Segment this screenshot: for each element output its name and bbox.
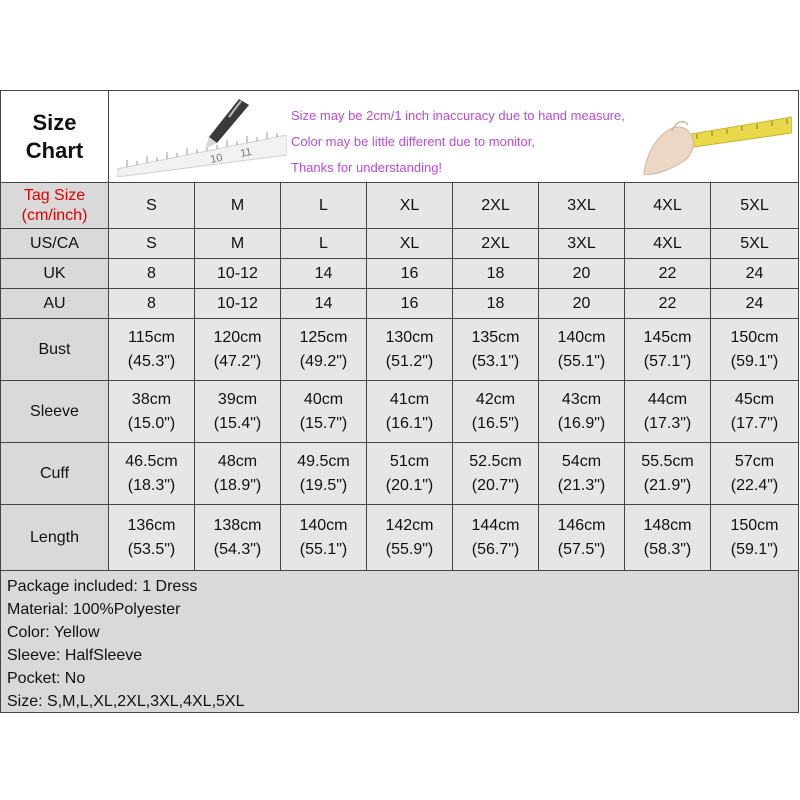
us-ca-row bbox=[1, 229, 799, 259]
info-package: Package included: 1 Dress bbox=[7, 578, 198, 595]
sleeve-cm: 45cm bbox=[734, 390, 775, 408]
tag-size-4xl: 4XL bbox=[625, 183, 711, 229]
us-ca-cell: S bbox=[109, 229, 195, 259]
length-inch: (55.9") bbox=[385, 540, 434, 558]
cuff-cell bbox=[625, 443, 711, 505]
sleeve-cell bbox=[539, 381, 625, 443]
au-cell: 8 bbox=[109, 289, 195, 319]
ruler-number-11: 11 bbox=[239, 145, 253, 160]
sleeve-cm: 41cm bbox=[389, 390, 430, 408]
tag-size-label-line2: (cm/inch) bbox=[21, 206, 88, 224]
length-cell bbox=[281, 505, 367, 571]
uk-row bbox=[1, 259, 799, 289]
row-label-us-ca: US/CA bbox=[1, 229, 109, 259]
bust-inch: (47.2") bbox=[213, 352, 262, 370]
tag-size-label bbox=[1, 183, 109, 229]
bust-cm: 140cm bbox=[557, 328, 606, 346]
sleeve-cm: 39cm bbox=[217, 390, 258, 408]
cuff-inch: (19.5") bbox=[299, 476, 348, 494]
us-ca-cell: 3XL bbox=[539, 229, 625, 259]
tag-size-xl: XL bbox=[367, 183, 453, 229]
row-label-au: AU bbox=[1, 289, 109, 319]
length-row bbox=[1, 505, 799, 571]
uk-cell: 8 bbox=[109, 259, 195, 289]
au-cell: 18 bbox=[453, 289, 539, 319]
hand-holding-measuring-tape-illustration bbox=[642, 99, 792, 175]
sleeve-inch: (16.9") bbox=[557, 414, 606, 432]
sleeve-cell bbox=[195, 381, 281, 443]
length-cm: 148cm bbox=[643, 516, 692, 534]
us-ca-cell: 5XL bbox=[711, 229, 799, 259]
length-cell bbox=[711, 505, 799, 571]
uk-cell: 20 bbox=[539, 259, 625, 289]
cuff-row bbox=[1, 443, 799, 505]
row-label-sleeve: Sleeve bbox=[1, 381, 109, 443]
sleeve-inch: (15.4") bbox=[213, 414, 262, 432]
row-label-uk: UK bbox=[1, 259, 109, 289]
size-chart-table bbox=[0, 90, 799, 713]
uk-cell: 18 bbox=[453, 259, 539, 289]
ruler-number-10: 10 bbox=[209, 151, 224, 166]
length-inch: (58.3") bbox=[643, 540, 692, 558]
sleeve-cm: 42cm bbox=[475, 390, 516, 408]
length-cell bbox=[453, 505, 539, 571]
info-material: Material: 100%Polyester bbox=[7, 601, 181, 618]
bust-inch: (55.1") bbox=[557, 352, 606, 370]
row-label-bust: Bust bbox=[1, 319, 109, 381]
length-cell bbox=[109, 505, 195, 571]
bust-cell bbox=[539, 319, 625, 381]
sleeve-cm: 44cm bbox=[647, 390, 688, 408]
bust-cell bbox=[625, 319, 711, 381]
uk-cell: 14 bbox=[281, 259, 367, 289]
bust-inch: (51.2") bbox=[385, 352, 434, 370]
cuff-inch: (20.1") bbox=[385, 476, 434, 494]
sleeve-inch: (16.1") bbox=[385, 414, 434, 432]
bust-cell bbox=[281, 319, 367, 381]
length-cell bbox=[195, 505, 281, 571]
bust-cell bbox=[195, 319, 281, 381]
length-cm: 140cm bbox=[299, 516, 348, 534]
length-inch: (56.7") bbox=[471, 540, 520, 558]
info-color: Color: Yellow bbox=[7, 624, 100, 641]
sleeve-cm: 43cm bbox=[561, 390, 602, 408]
tag-size-row bbox=[1, 183, 799, 229]
note-line-1: Size may be 2cm/1 inch inaccuracy due to hand measure, bbox=[291, 108, 625, 123]
bust-cm: 125cm bbox=[299, 328, 348, 346]
sleeve-inch: (16.5") bbox=[471, 414, 520, 432]
uk-cell: 10-12 bbox=[195, 259, 281, 289]
bust-row bbox=[1, 319, 799, 381]
bust-inch: (45.3") bbox=[127, 352, 176, 370]
length-cm: 150cm bbox=[730, 516, 779, 534]
bust-inch: (53.1") bbox=[471, 352, 520, 370]
sleeve-cell bbox=[453, 381, 539, 443]
tag-size-l: L bbox=[281, 183, 367, 229]
cuff-cm: 48cm bbox=[217, 452, 258, 470]
sleeve-inch: (15.0") bbox=[127, 414, 176, 432]
length-cell bbox=[539, 505, 625, 571]
length-cm: 142cm bbox=[385, 516, 434, 534]
cuff-cm: 57cm bbox=[734, 452, 775, 470]
measurement-notice-banner bbox=[109, 91, 799, 183]
length-inch: (54.3") bbox=[213, 540, 262, 558]
cuff-cm: 55.5cm bbox=[641, 452, 694, 470]
cuff-inch: (21.9") bbox=[643, 476, 692, 494]
sleeve-cm: 38cm bbox=[131, 390, 172, 408]
tag-size-3xl: 3XL bbox=[539, 183, 625, 229]
us-ca-cell: XL bbox=[367, 229, 453, 259]
row-label-length: Length bbox=[1, 505, 109, 571]
bust-cell bbox=[367, 319, 453, 381]
cuff-cm: 52.5cm bbox=[469, 452, 522, 470]
product-info-block bbox=[1, 571, 799, 713]
cuff-inch: (20.7") bbox=[471, 476, 520, 494]
note-line-2: Color may be little different due to monitor, bbox=[291, 134, 535, 149]
bust-cm: 145cm bbox=[643, 328, 692, 346]
bust-inch: (57.1") bbox=[643, 352, 692, 370]
cuff-inch: (18.3") bbox=[127, 476, 176, 494]
bust-cm: 115cm bbox=[128, 328, 175, 346]
au-cell: 20 bbox=[539, 289, 625, 319]
info-sizes: Size: S,M,L,XL,2XL,3XL,4XL,5XL bbox=[7, 693, 245, 710]
tag-size-label-line1: Tag Size bbox=[23, 186, 86, 204]
au-cell: 16 bbox=[367, 289, 453, 319]
tag-size-s: S bbox=[109, 183, 195, 229]
uk-cell: 16 bbox=[367, 259, 453, 289]
note-line-3: Thanks for understanding! bbox=[291, 160, 443, 175]
bust-cell bbox=[711, 319, 799, 381]
sleeve-row bbox=[1, 381, 799, 443]
cuff-cell bbox=[453, 443, 539, 505]
au-cell: 24 bbox=[711, 289, 799, 319]
sleeve-cell bbox=[625, 381, 711, 443]
us-ca-cell: M bbox=[195, 229, 281, 259]
measurement-notes bbox=[291, 103, 625, 181]
size-chart-title-line2: Chart bbox=[25, 137, 84, 163]
sleeve-cell bbox=[367, 381, 453, 443]
length-inch: (53.5") bbox=[127, 540, 176, 558]
bust-cell bbox=[453, 319, 539, 381]
us-ca-cell: L bbox=[281, 229, 367, 259]
bust-cm: 120cm bbox=[213, 328, 262, 346]
cuff-cell bbox=[109, 443, 195, 505]
tag-size-m: M bbox=[195, 183, 281, 229]
au-cell: 10-12 bbox=[195, 289, 281, 319]
length-cm: 146cm bbox=[557, 516, 606, 534]
info-sleeve: Sleeve: HalfSleeve bbox=[7, 647, 143, 664]
sleeve-cell bbox=[281, 381, 367, 443]
uk-cell: 24 bbox=[711, 259, 799, 289]
cuff-cm: 54cm bbox=[561, 452, 602, 470]
cuff-cell bbox=[539, 443, 625, 505]
bust-inch: (59.1") bbox=[730, 352, 779, 370]
au-cell: 22 bbox=[625, 289, 711, 319]
length-inch: (55.1") bbox=[299, 540, 348, 558]
cuff-inch: (21.3") bbox=[557, 476, 606, 494]
pen-on-ruler-illustration bbox=[117, 97, 287, 177]
bust-cm: 150cm bbox=[730, 328, 779, 346]
cuff-cell bbox=[281, 443, 367, 505]
uk-cell: 22 bbox=[625, 259, 711, 289]
cuff-cell bbox=[195, 443, 281, 505]
tag-size-2xl: 2XL bbox=[453, 183, 539, 229]
cuff-cm: 46.5cm bbox=[125, 452, 178, 470]
cuff-cell bbox=[367, 443, 453, 505]
au-cell: 14 bbox=[281, 289, 367, 319]
sleeve-inch: (17.7") bbox=[730, 414, 779, 432]
size-chart-title-line1: Size bbox=[32, 109, 77, 135]
cuff-inch: (22.4") bbox=[730, 476, 779, 494]
length-cell bbox=[367, 505, 453, 571]
cuff-inch: (18.9") bbox=[213, 476, 262, 494]
au-row bbox=[1, 289, 799, 319]
sleeve-inch: (17.3") bbox=[643, 414, 692, 432]
bust-cm: 135cm bbox=[471, 328, 520, 346]
length-inch: (57.5") bbox=[557, 540, 606, 558]
size-chart-title bbox=[1, 91, 109, 183]
cuff-cell bbox=[711, 443, 799, 505]
us-ca-cell: 4XL bbox=[625, 229, 711, 259]
cuff-cm: 51cm bbox=[389, 452, 430, 470]
bust-cell bbox=[109, 319, 195, 381]
header-row bbox=[1, 91, 799, 183]
cuff-cm: 49.5cm bbox=[297, 452, 350, 470]
sleeve-cell bbox=[711, 381, 799, 443]
row-label-cuff: Cuff bbox=[1, 443, 109, 505]
tag-size-5xl: 5XL bbox=[711, 183, 799, 229]
length-inch: (59.1") bbox=[730, 540, 779, 558]
length-cm: 144cm bbox=[471, 516, 520, 534]
length-cm: 138cm bbox=[213, 516, 262, 534]
sleeve-cm: 40cm bbox=[303, 390, 344, 408]
length-cell bbox=[625, 505, 711, 571]
length-cm: 136cm bbox=[127, 516, 176, 534]
info-pocket: Pocket: No bbox=[7, 670, 86, 687]
sleeve-inch: (15.7") bbox=[299, 414, 348, 432]
sleeve-cell bbox=[109, 381, 195, 443]
bust-inch: (49.2") bbox=[299, 352, 348, 370]
us-ca-cell: 2XL bbox=[453, 229, 539, 259]
bust-cm: 130cm bbox=[385, 328, 434, 346]
